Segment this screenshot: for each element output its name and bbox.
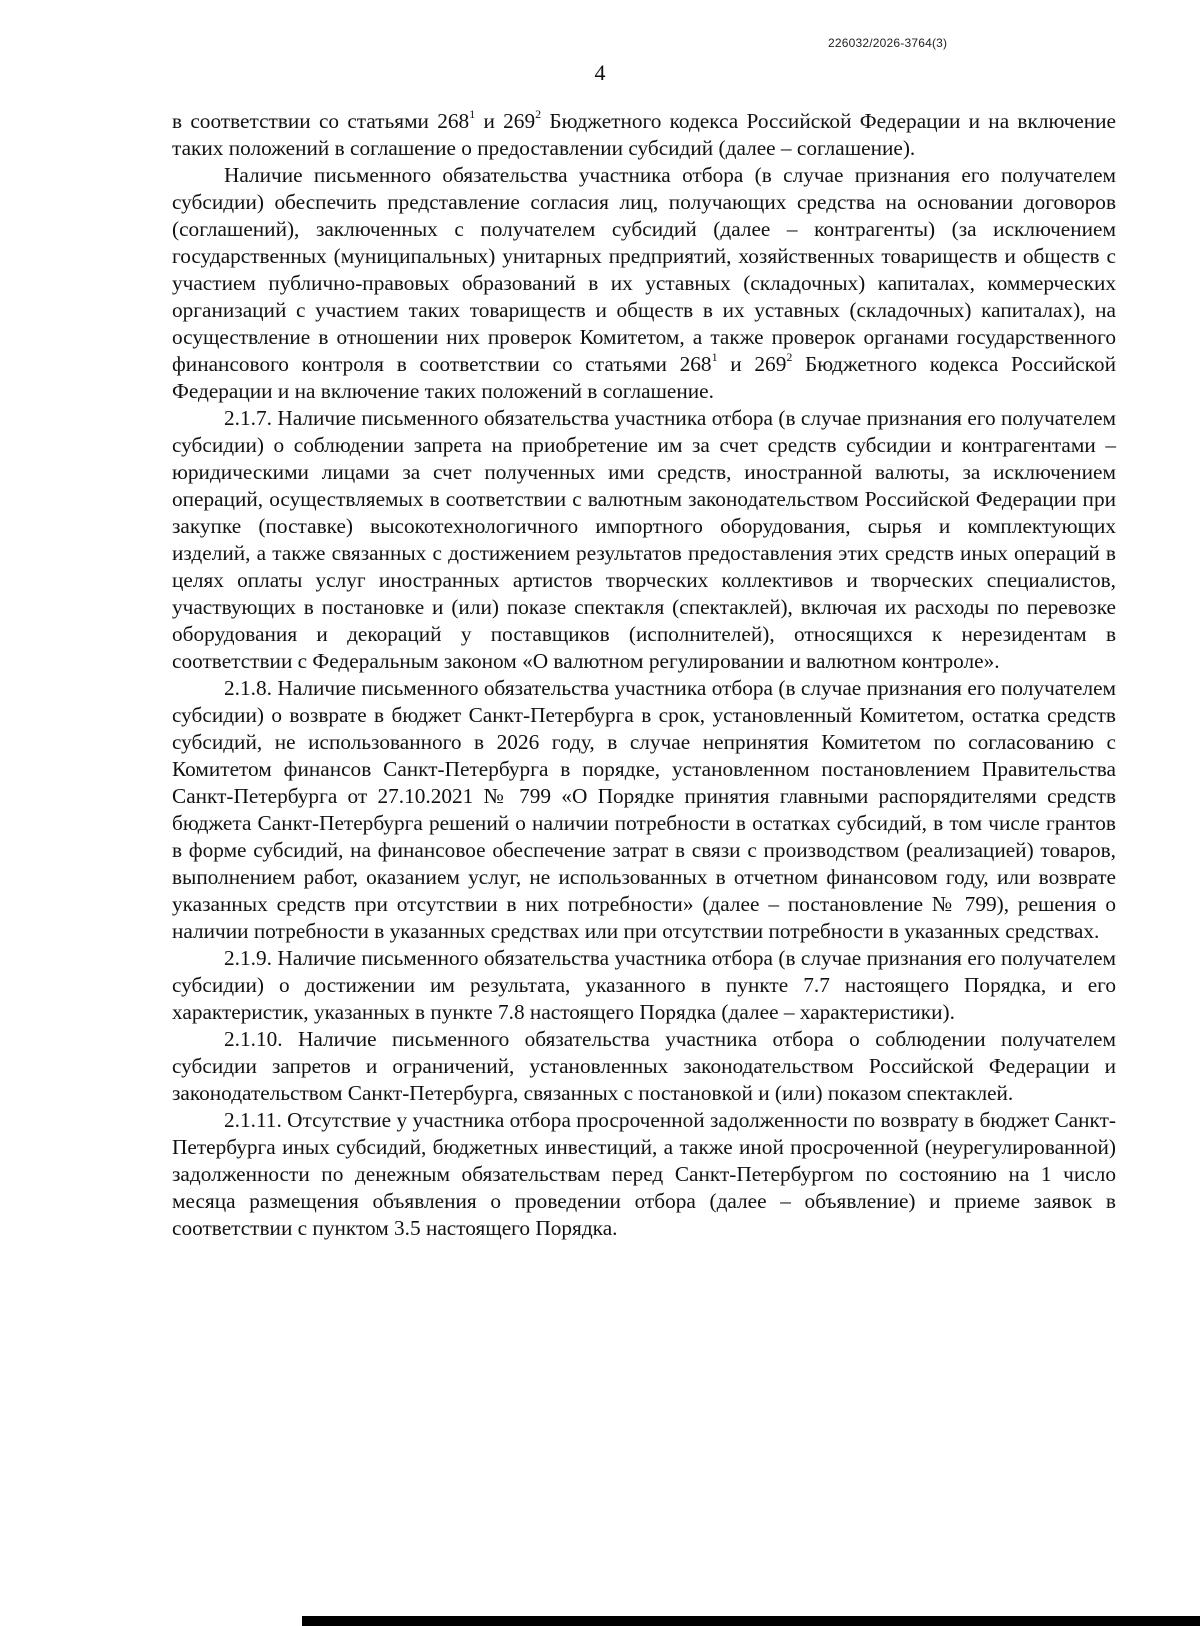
document-body: [172, 108, 1116, 1242]
superscript: 1: [469, 106, 476, 121]
paragraph-contractor-consent: Наличие письменного обязательства участника отбора (в случае признания его получателем субсидии) обеспечить представление согласия лиц, получающих средства на основании договоров (соглашений), заключенных с получателем субсидий (далее – контрагенты) (за исключением государственных (муниципальных) унитарных предприятий, хозяйственных товариществ и обществ с участием публично-правовых образований в их уставных (складочных) капиталах, коммерческих организаций с участием таких товариществ и обществ в их уставных (складочных) капиталах), на осуществление в отношении них проверок Комитетом, а также проверок органами государственного финансового контроля в соответствии со статьями $268^1$ и $269^2$ Бюджетного кодекса Российской Федерации и на включение таких положений в соглашение.: [172, 163, 1116, 403]
paragraph-2-1-8: 2.1.8. Наличие письменного обязательства участника отбора (в случае признания его получателем субсидии) о возврате в бюджет Санкт-Петербурга в срок, установленный Комитетом, остатка средств субсидий, не использованного в 2026 году, в случае непринятия Комитетом по согласованию с Комитетом финансов Санкт-Петербурга в порядке, установленном постановлением Правительства Санкт-Петербурга от 27.10.2021 № 799 «О Порядке принятия главными распорядителями средств бюджета Санкт-Петербурга решений о наличии потребности в остатках субсидий, в том числе грантов в форме субсидий, на финансовое обеспечение затрат в связи с производством (реализацией) товаров, выполнением работ, оказанием услуг, не использованных в отчетном финансовом году, или возврате указанных средств при отсутствии в них потребности» (далее – постановление № 799), решения о наличии потребности в указанных средствах или при отсутствии потребности в указанных средствах.: [172, 676, 1116, 943]
paragraph-2-1-9: 2.1.9. Наличие письменного обязательства участника отбора (в случае признания его получателем субсидии) о достижении им результата, указанного в пункте 7.7 настоящего Порядка, и его характеристик, указанных в пункте 7.8 настоящего Порядка (далее – характеристики).: [172, 946, 1116, 1024]
paragraph-2-1-10: 2.1.10. Наличие письменного обязательства участника отбора о соблюдении получателем субсидии запретов и ограничений, установленных законодательством Российской Федерации и законодательством Санкт-Петербурга, связанных с постановкой и (или) показом спектаклей.: [172, 1027, 1116, 1105]
paragraph-2-1-7: 2.1.7. Наличие письменного обязательства участника отбора (в случае признания его получателем субсидии) о соблюдении запрета на приобретение им за счет средств субсидии и контрагентами – юридическими лицами за счет полученных ими средств, иностранной валюты, за исключением операций, осуществляемых в соответствии с валютным законодательством Российской Федерации при закупке (поставке) высокотехнологичного импортного оборудования, сырья и комплектующих изделий, а также связанных с достижением результатов предоставления этих средств иных операций в целях оплаты услуг иностранных артистов творческих коллективов и творческих специалистов, участвующих в постановке и (или) показе спектакля (спектаклей), включая их расходы по перевозке оборудования и декораций у поставщиков (исполнителей), относящихся к нерезидентам в соответствии с Федеральным законом «О валютном регулировании и валютном контроле».: [172, 406, 1116, 673]
superscript: 1: [711, 349, 718, 364]
scan-bottom-edge: [302, 1616, 1200, 1626]
superscript: 2: [786, 349, 793, 364]
paragraph-continuation: в соответствии со статьями $268^1$ и $269^2$ Бюджетного кодекса Российской Федерации и на включение таких положений в соглашение о предоставлении субсидий (далее – соглашение).: [172, 106, 1116, 160]
paragraph-2-1-11: 2.1.11. Отсутствие у участника отбора просроченной задолженности по возврату в бюджет Санкт-Петербурга иных субсидий, бюджетных инвестиций, а также иной просроченной (неурегулированной) задолженности по денежным обязательствам перед Санкт-Петербургом по состоянию на 1 число месяца размещения объявления о проведении отбора (далее – объявление) и приеме заявок в соответствии с пунктом 3.5 настоящего Порядка.: [172, 1108, 1116, 1240]
document-registration-code: 226032/2026-3764(3): [828, 36, 948, 50]
superscript: 2: [535, 106, 542, 121]
page-number: 4: [594, 60, 606, 85]
